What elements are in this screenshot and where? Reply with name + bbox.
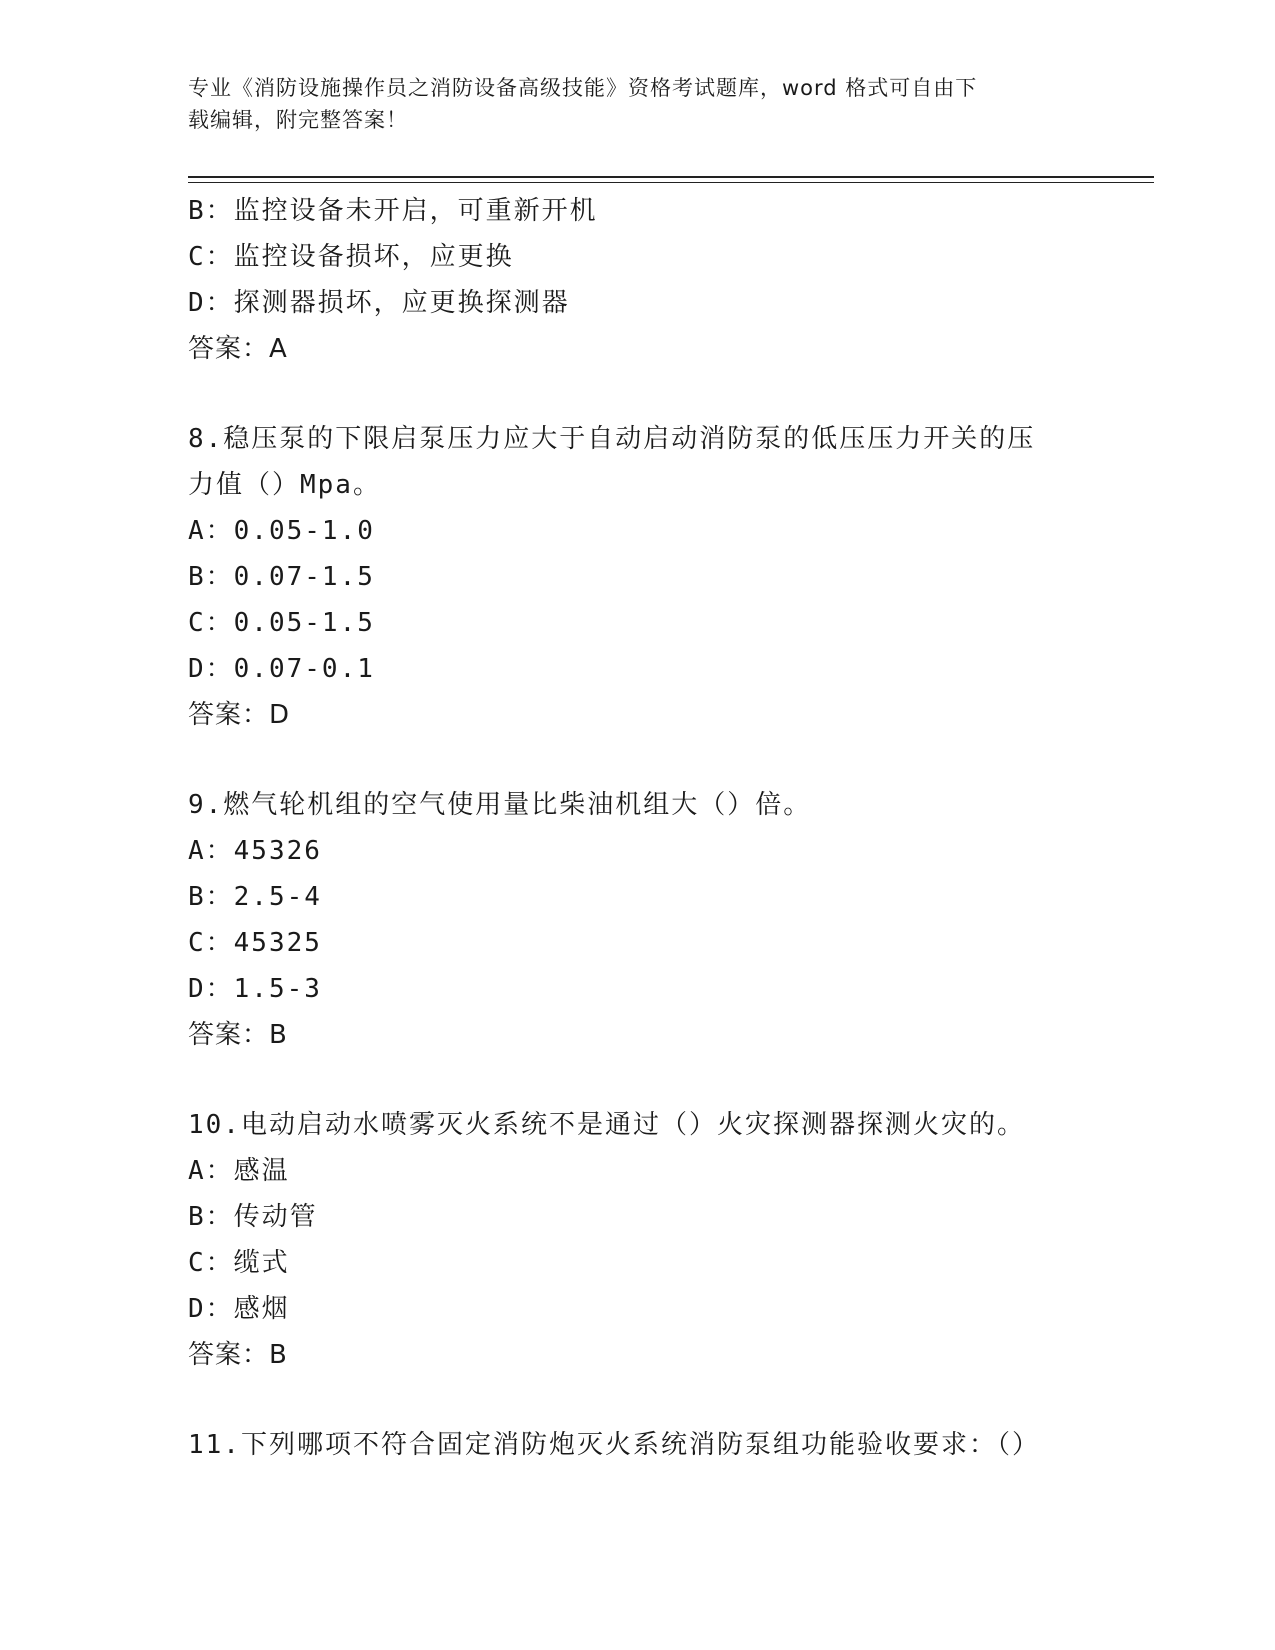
question-11 xyxy=(188,1422,1068,1468)
question-9 xyxy=(188,782,1068,1058)
option-c: C：缆式 xyxy=(188,1248,290,1278)
question-10 xyxy=(188,1102,1068,1378)
option-a: A：感温 xyxy=(188,1156,290,1186)
spacer xyxy=(188,1058,1068,1102)
question-stem: 9.燃气轮机组的空气使用量比柴油机组大（）倍。 xyxy=(188,790,812,820)
option-b: B：2.5-4 xyxy=(188,882,322,912)
answer: 答案：B xyxy=(188,1340,288,1370)
question-8 xyxy=(188,416,1068,738)
option-b: B：传动管 xyxy=(188,1202,318,1232)
spacer xyxy=(188,1378,1068,1422)
option-c: C：0.05-1.5 xyxy=(188,608,375,638)
question-stem-continued: 力值（）Mpa。 xyxy=(188,470,381,500)
question-stem: 10.电动启动水喷雾灭火系统不是通过（）火灾探测器探测火灾的。 xyxy=(188,1110,1025,1140)
option-d: D：探测器损坏，应更换探测器 xyxy=(188,288,570,318)
header-divider-thin xyxy=(188,182,1154,183)
option-b: B：0.07-1.5 xyxy=(188,562,375,592)
option-a: A：45326 xyxy=(188,836,322,866)
option-c: C：45325 xyxy=(188,928,322,958)
option-d: D：感烟 xyxy=(188,1294,290,1324)
option-b: B：监控设备未开启，可重新开机 xyxy=(188,196,598,226)
option-d: D：1.5-3 xyxy=(188,974,322,1004)
option-a: A：0.05-1.0 xyxy=(188,516,375,546)
option-c: C：监控设备损坏，应更换 xyxy=(188,242,514,272)
header-line-1: 专业《消防设施操作员之消防设备高级技能》资格考试题库，word 格式可自由下 xyxy=(188,76,978,100)
answer: 答案：B xyxy=(188,1020,288,1050)
option-d: D：0.07-0.1 xyxy=(188,654,375,684)
header-divider-thick xyxy=(188,176,1154,178)
question-7 xyxy=(188,188,1068,372)
question-stem: 11.下列哪项不符合固定消防炮灭火系统消防泵组功能验收要求：（） xyxy=(188,1430,1040,1460)
document-header xyxy=(188,72,1068,136)
answer: 答案：A xyxy=(188,334,288,364)
header-line-2: 载编辑，附完整答案！ xyxy=(188,108,408,132)
spacer xyxy=(188,738,1068,782)
question-list xyxy=(188,188,1068,1468)
spacer xyxy=(188,372,1068,416)
answer: 答案：D xyxy=(188,700,291,730)
question-stem: 8.稳压泵的下限启泵压力应大于自动启动消防泵的低压压力开关的压 xyxy=(188,424,1036,454)
